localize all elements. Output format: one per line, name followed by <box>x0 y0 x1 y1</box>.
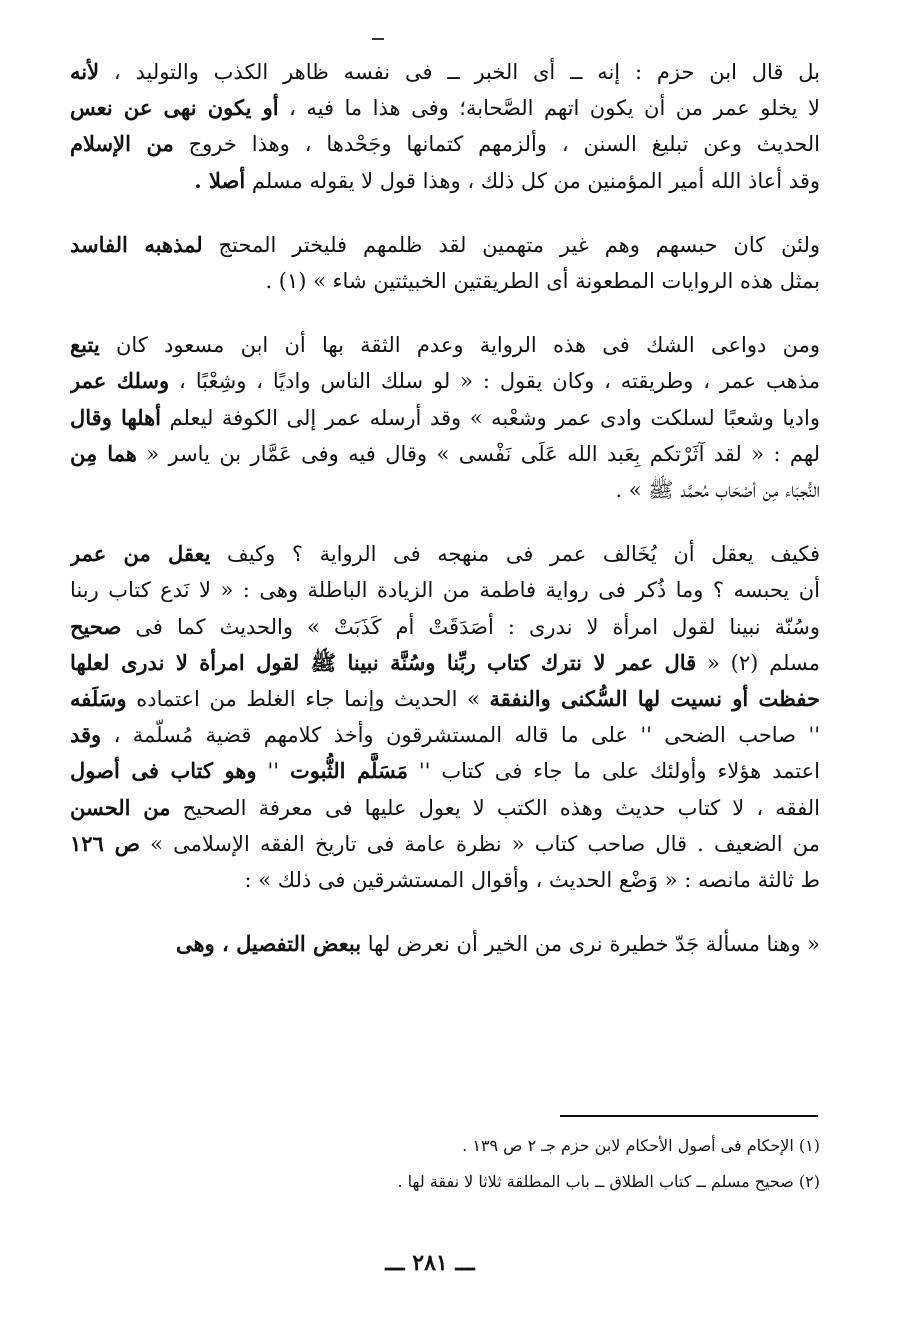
text-run: اعتمد هؤلاء وأولئك على ما جاء فى كتاب '' <box>407 759 820 784</box>
text-line <box>70 126 820 162</box>
text-run: ومن دواعى الشك فى هذه الرواية وعدم الثقة بها أن ابن مسعود كان <box>99 333 820 358</box>
bold-run: وسَلَفه <box>70 686 127 712</box>
bold-run: ص ١٢٦ <box>70 830 141 856</box>
text-run: فكيف يعقل أن يُخَالف عمر فى منهجه فى الرواية ؟ وكيف <box>210 542 820 567</box>
text-line <box>70 227 820 263</box>
text-run: بل قال ابن حزم : إنه ــ أى الخبر ــ فى نفسه ظاهر الكذب والتوليد ، <box>99 60 820 84</box>
bold-run: هما مِن <box>70 440 137 466</box>
bold-run: من الإسلام <box>70 131 174 157</box>
text-run: واديا وشعبًا لسلكت وادى عمر وشعْبه » وقد أرسله عمر إلى الكوفة ليعلم <box>160 405 820 430</box>
text-line <box>70 862 820 898</box>
text-line <box>70 926 820 962</box>
text-run: ط ثالثة مانصه : « وَضْع الحديث ، وأقوال المستشرقين فى ذلك » : <box>244 868 820 893</box>
text-run: وقد أعاذ الله أمير المؤمنين من كل ذلك ، وهذا قول لا يقوله مسلم <box>245 168 820 193</box>
paragraph <box>70 926 820 962</box>
text-run: الحديث وعن تبليغ السنن ، وألزمهم كتمانها وجَحْدها ، وهذا خروج <box>173 132 820 157</box>
bold-run: وهو كتاب فى أصول <box>70 758 257 784</box>
bold-run: وقد <box>70 722 102 748</box>
main-text <box>70 54 820 990</box>
text-line <box>70 163 820 199</box>
text-line <box>70 609 820 645</box>
text-run: « وهنا مسألة جَدّ خطيرة نرى من الخير أن نعرض لها <box>361 932 820 957</box>
text-line <box>70 790 820 826</box>
text-line <box>70 90 820 126</box>
footnotes <box>360 1128 820 1200</box>
paragraph <box>70 227 820 299</box>
text-line <box>70 826 820 862</box>
bold-run: قال عمر لا نترك كتاب ربِّنا وسُنَّة نبينا ﷺ لقول امرأة لا ندرى لعلها <box>70 649 697 675</box>
bold-run: أهلها وقال <box>70 404 161 430</box>
text-run: '' <box>256 759 290 784</box>
text-run: مسلم (٢) « <box>696 650 820 675</box>
text-line <box>70 327 820 363</box>
text-line <box>70 717 820 753</box>
text-line <box>70 54 820 90</box>
text-line <box>70 472 820 508</box>
text-line <box>70 572 820 608</box>
footnote-separator <box>560 1115 818 1117</box>
paragraph <box>70 327 820 508</box>
text-run: الفقه ، لا كتاب حديث وهذه الكتب لا يعول عليها فى معرفة الصحيح <box>170 795 820 820</box>
text-run: من الضعيف . قال صاحب كتاب « نظرة عامة فى تاريخ الفقه الإسلامى » <box>140 831 820 856</box>
text-run: لهم : « لقد آثَرْتكم بِعَبد الله عَلَى نَفْسى » وقال فيه وفى عَمَّار بن ياسر « <box>136 441 820 466</box>
footnote-1: (١) الإحكام فى أصول الأحكام لابن حزم جـ ٢ ص ١٣٩ . <box>462 1136 820 1155</box>
text-run: مذهب عمر ، وطريقته ، وكان يقول : « لو سلك الناس واديًا ، وشِعْبًا ، <box>169 369 820 394</box>
text-run: » الحديث وإنما جاء الغلط من اعتماده <box>126 687 490 712</box>
text-line <box>70 263 820 299</box>
top-mark <box>372 38 384 40</box>
bold-run: ببعض التفصيل ، وهى <box>175 931 362 957</box>
footnote-2: (٢) صحيح مسلم ــ كتاب الطلاق ــ باب المطلقة ثلاثا لا نفقة لها . <box>397 1172 820 1191</box>
text-run: '' صاحب الضحى '' على ما قاله المستشرقون وأخذ كلامهم قضية مُسلّمة ، <box>101 723 820 748</box>
bold-run: مَسَلَّم الثُّبوت <box>289 758 408 784</box>
paragraph <box>70 536 820 898</box>
text-run: لا يخلو عمر من أن يكون اتهم الصَّحابة؛ وفى هذا ما فيه ، <box>278 96 820 121</box>
page-number: ـــ ٢٨١ ـــ <box>385 1250 475 1276</box>
text-line <box>70 436 820 472</box>
bold-run: لمذهبه الفاسد <box>70 231 203 257</box>
bold-run: صحيح <box>70 613 122 639</box>
text-run: ولئن كان حبسهم وهم غير متهمين لقد ظلمهم فليختر المحتج <box>202 232 820 257</box>
bold-run: حفظت أو نسيت لها السُّكنى والنفقة <box>489 686 820 712</box>
text-line <box>70 681 820 717</box>
text-line <box>70 400 820 436</box>
bold-run: أو يكون نهى عن نعس <box>70 95 279 121</box>
paragraph <box>70 54 820 199</box>
bold-run: أصلا . <box>194 167 246 193</box>
bold-run: لأنه <box>70 59 100 84</box>
text-line <box>70 363 820 399</box>
bold-run: يعقل من عمر <box>70 541 211 567</box>
text-run: النُّجبَاء مِن أصْحَاب مُحمَّد ﷺ » . <box>615 478 820 503</box>
text-run: أن يحبسه ؟ وما ذُكر فى رواية فاطمة من الزيادة الباطلة وهى : « لا نَدع كتاب ربنا <box>70 578 820 603</box>
text-run: بمثل هذه الروايات المطعونة أى الطريقتين الخبيثتين شاء » (١) . <box>265 269 820 294</box>
text-line <box>70 536 820 572</box>
text-line <box>70 753 820 789</box>
bold-run: من الحسن <box>70 794 171 820</box>
bold-run: يتبع <box>70 332 100 358</box>
text-line <box>70 645 820 681</box>
text-run: وسُنّة نبينا لقول امرأة لا ندرى : أصَدَقَتْ أم كَذَبَتْ » والحديث كما فى <box>121 614 820 639</box>
bold-run: وسلك عمر <box>70 368 170 394</box>
